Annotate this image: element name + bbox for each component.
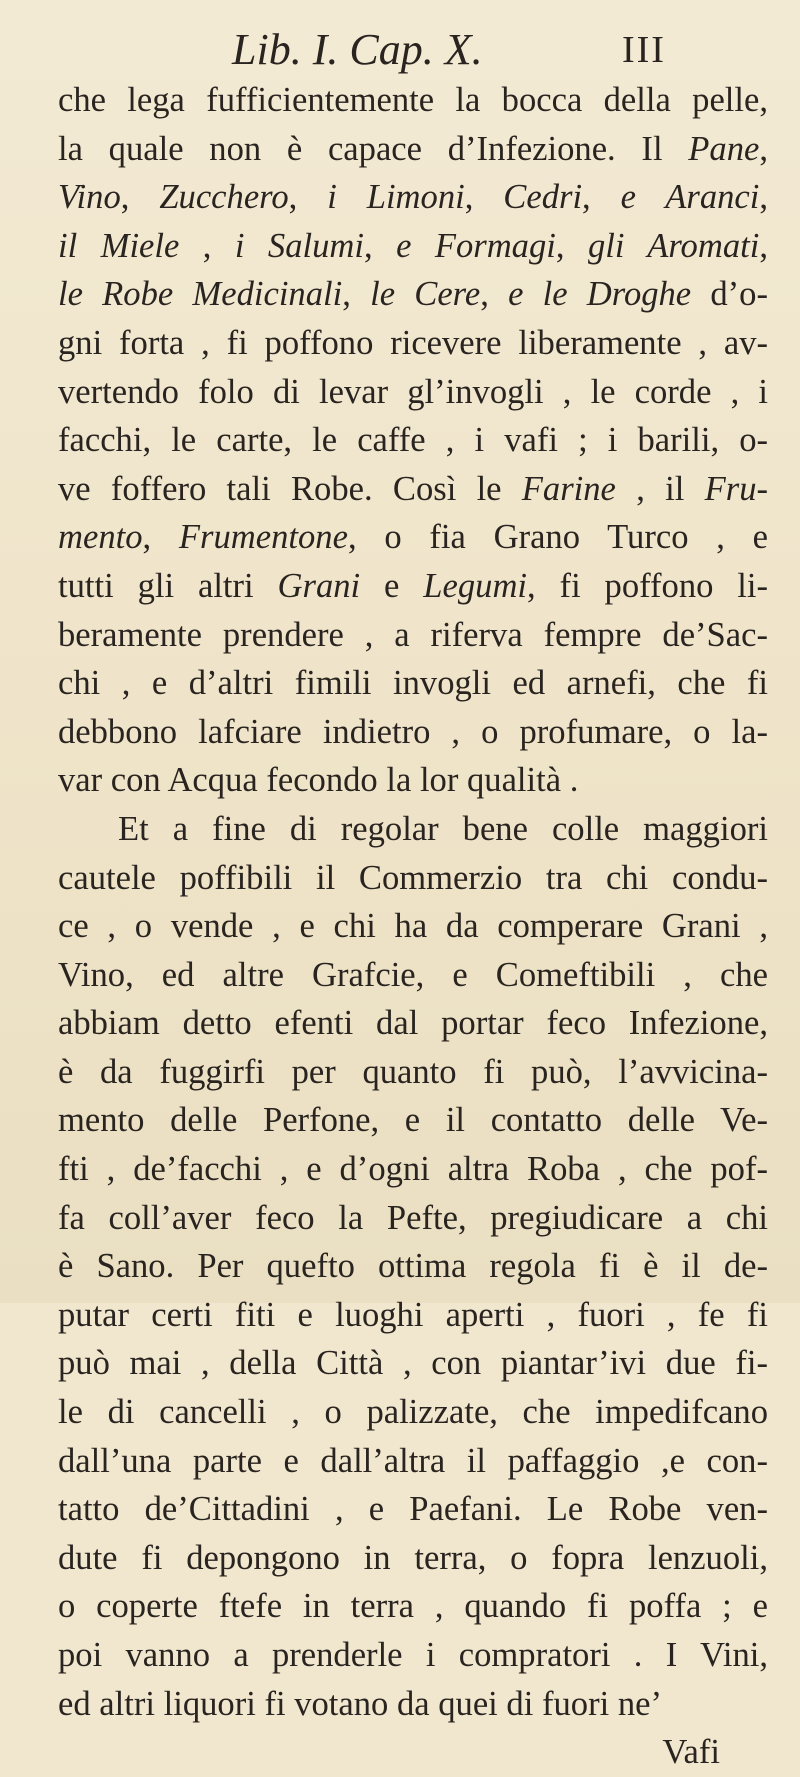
- text-run: poi vanno a prenderle i compratori . I Vini,: [58, 1636, 768, 1674]
- text-run: d’o-: [691, 275, 768, 314]
- text-run: e: [360, 566, 424, 605]
- text-line: [58, 1680, 768, 1729]
- text-run: ,: [120, 178, 160, 217]
- text-line: [58, 708, 768, 757]
- text-run: cautele poffibili il Commerzio tra chi condu-: [58, 858, 768, 897]
- text-run: ,: [142, 518, 179, 557]
- text-run: ,: [464, 178, 504, 217]
- text-line: [58, 1631, 768, 1680]
- text-line: [58, 1145, 768, 1194]
- text-line: [58, 659, 768, 708]
- italic-text: e le Droghe: [508, 275, 692, 314]
- text-line: [58, 999, 768, 1048]
- text-line: [58, 1582, 768, 1631]
- text-run: ,: [288, 178, 328, 217]
- italic-text: Grani: [277, 566, 361, 605]
- text-run: ,: [555, 226, 588, 265]
- text-run: Et a fine di regolar bene colle maggiori: [118, 809, 768, 848]
- text-run: tatto de’Cittadini , e Paefani. Le Robe ven-: [58, 1490, 768, 1529]
- italic-text: le Robe Medicinali: [58, 275, 343, 314]
- text-run: ,: [759, 178, 769, 217]
- text-line: [58, 1388, 768, 1437]
- text-line: [58, 756, 768, 805]
- text-line: [58, 513, 768, 562]
- text-run: vertendo folo di levar gl’invogli , le corde , i: [58, 372, 768, 411]
- text-run: ,: [363, 226, 397, 265]
- text-line: [58, 125, 768, 174]
- italic-text: Frumentone: [178, 518, 348, 557]
- text-run: ve foffero tali Robe. Così le: [58, 469, 522, 508]
- italic-text: Pane: [688, 129, 760, 168]
- text-line: [58, 805, 768, 854]
- text-line: [58, 1291, 768, 1340]
- text-run: la quale non è capace d’Infezione. Il: [58, 129, 689, 168]
- italic-text: le Cere: [370, 275, 481, 314]
- text-line: [58, 854, 768, 903]
- text-line: [58, 222, 768, 271]
- italic-text: Farine: [521, 469, 616, 508]
- text-run: è da fuggirfi per quanto fi può, l’avvicina-: [58, 1052, 768, 1091]
- catchword: Vafi: [662, 1733, 720, 1772]
- text-run: gni forta , fi poffono ricevere liberamente , av-: [58, 323, 768, 362]
- text-run: dute fi depongono in terra, o fopra lenzuoli,: [58, 1538, 768, 1577]
- text-line: [58, 1339, 768, 1388]
- italic-text: gli Aromati: [587, 226, 760, 265]
- text-run: mento delle Perfone, e il contatto delle Ve-: [58, 1101, 768, 1140]
- text-line: [58, 1485, 768, 1534]
- text-line: [58, 368, 768, 417]
- text-run: Vino, ed altre Grafcie, e Comeftibili , che: [58, 955, 768, 994]
- text-line: [58, 1437, 768, 1486]
- page-header: [0, 22, 800, 78]
- text-run: , il: [615, 469, 705, 508]
- text-run: fti , de’facchi , e d’ogni altra Roba , che pof-: [58, 1150, 768, 1189]
- running-title: Lib. I. Cap. X.: [232, 25, 483, 74]
- italic-text: i Limoni: [327, 178, 465, 217]
- text-line: [58, 416, 768, 465]
- italic-text: Zucchero: [159, 178, 289, 217]
- text-run: abbiam detto efenti dal portar feco Infezione,: [58, 1004, 768, 1043]
- text-line: [58, 1534, 768, 1583]
- text-run: ,: [759, 226, 768, 265]
- italic-text: e Aranci: [620, 178, 760, 217]
- text-line: [58, 611, 768, 660]
- text-line: [58, 173, 768, 222]
- text-line: [58, 1194, 768, 1243]
- text-run: fa coll’aver feco la Pefte, pregiudicare a chi: [58, 1198, 768, 1237]
- text-run: debbono lafciare indietro , o profumare, o la-: [58, 712, 768, 751]
- text-line: [58, 902, 768, 951]
- text-run: var con Acqua fecondo la lor qualità .: [58, 761, 579, 800]
- text-run: ed altri liquori fi votano da quei di fuori ne’: [58, 1684, 662, 1723]
- text-run: tutti gli altri: [58, 566, 278, 605]
- page-number: III: [622, 29, 666, 71]
- text-run: putar certi fiti e luoghi aperti , fuori , fe fi: [58, 1295, 768, 1334]
- text-run: può mai , della Città , con piantar’ivi due fi-: [58, 1344, 768, 1383]
- italic-text: mento: [58, 518, 143, 557]
- text-line: [58, 951, 768, 1000]
- text-run: ,: [342, 275, 371, 314]
- text-run: ,: [759, 129, 768, 168]
- italic-text: Cedri: [503, 178, 583, 217]
- text-line: [58, 319, 768, 368]
- text-run: è Sano. Per quefto ottima regola fi è il de-: [58, 1247, 768, 1286]
- italic-text: i Salumi: [234, 226, 364, 265]
- italic-text: Legumi: [423, 566, 528, 605]
- text-run: ce , o vende , e chi ha da comperare Grani ,: [58, 907, 768, 946]
- text-line: [58, 1048, 768, 1097]
- italic-text: e Formagi: [396, 226, 556, 265]
- text-run: ,: [582, 178, 621, 217]
- text-run: che lega fufficientemente la bocca della pelle,: [58, 81, 768, 119]
- text-run: facchi, le carte, le caffe , i vafi ; i barili, o-: [58, 421, 768, 460]
- text-line: [58, 270, 768, 319]
- text-run: le di cancelli , o palizzate, che impedifcano: [58, 1393, 768, 1432]
- text-line: [58, 76, 768, 125]
- text-run: chi , e d’altri fimili invogli ed arnefi, che fi: [58, 664, 768, 703]
- text-line: [58, 562, 768, 611]
- italic-text: Vino: [58, 178, 121, 217]
- text-run: beramente prendere , a riferva fempre de’Sac-: [58, 615, 768, 654]
- text-run: ,: [480, 275, 509, 314]
- text-run: , o fia Grano Turco , e: [347, 518, 768, 557]
- text-run: dall’una parte e dall’altra il paffaggio ,e con-: [58, 1441, 768, 1480]
- text-run: ,: [179, 226, 235, 265]
- text-run: o coperte ftefe in terra , quando fi poffa ; e: [58, 1587, 768, 1626]
- text-line: [58, 465, 768, 514]
- text-line: [58, 1242, 768, 1291]
- italic-text: Fru-: [704, 469, 768, 508]
- body-text: [58, 76, 768, 1777]
- text-run: , fi poffono li-: [527, 566, 769, 605]
- italic-text: il Miele: [58, 226, 180, 265]
- text-line: [58, 1096, 768, 1145]
